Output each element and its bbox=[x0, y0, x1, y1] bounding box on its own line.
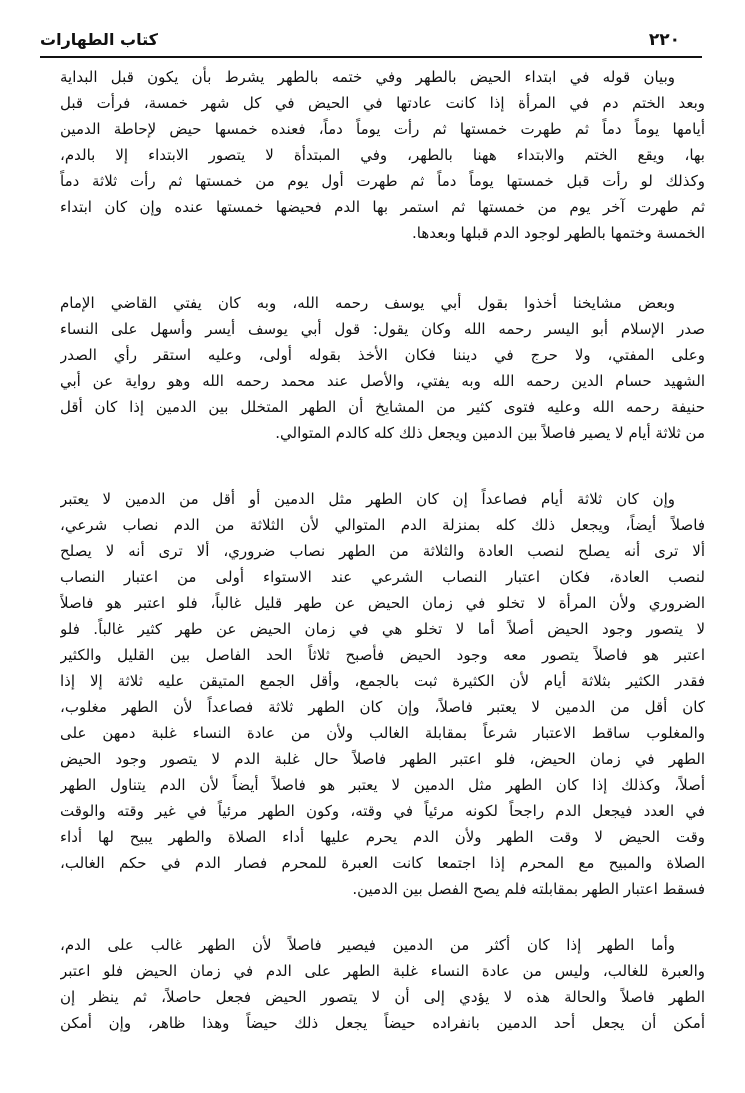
text-line: وبيان قوله في ابتداء الحيض بالطهر وفي ختمه بالطهر يشرط بأن يكون قبل البداية bbox=[60, 68, 675, 86]
text-line: فسقط اعتبار الطهر بمقابلته فلم يصح الفصل بين الدمين. bbox=[352, 880, 705, 898]
paragraph bbox=[60, 290, 705, 446]
text-line: حنيفة رحمه الله وعليه فتوى كثير من المشايخ أن الطهر المتخلل بين الدمين إذا كان أقل bbox=[60, 398, 705, 416]
text-line: وبعض مشايخنا أخذوا بقول أبي يوسف رحمه الله، وبه كان يفتي القاضي الإمام bbox=[60, 294, 675, 312]
text-line: الضروري ولأن المرأة لا تخلو في زمان الحيض عن طهر قليل غالباً، فلو اعتبر هو فاصلاً bbox=[60, 594, 705, 612]
text-line: والعبرة للغالب، وليس من عادة النساء غلبة الطهر على الدم في زمان الحيض فلو اعتبر bbox=[60, 962, 705, 980]
text-line: اعتبر هو فاصلاً يتصور معه وجود الحيض فأصبح ثلاثاً الحد الفاصل بين القليل والكثير bbox=[60, 646, 705, 664]
text-line: أيامها يوماً دماً ثم طهرت خمستها ثم رأت يوماً دماً، فعنده خمسها حيض لإحاطة الدمين bbox=[60, 120, 705, 138]
text-line: وعلى المفتي، ولا حرج في ديننا فكان الأخذ بقوله أولى، وعليه استقر رأي الصدر bbox=[60, 346, 705, 364]
text-line: وبعد الختم دم في المرأة إذا كانت عادتها في الحيض في كل شهر خمسة، فرأت قبل bbox=[60, 94, 705, 112]
text-line: بها، ويقع الختم والابتداء ههنا بالطهر، وفي المبتدأة لا يتصور الابتداء إلا بالدم، bbox=[60, 146, 705, 164]
text-line: كان أقل من الدمين لا يعتبر فاصلاً، وإن كان الطهر ثلاثة فصاعداً لأن الطهر مغلوب، bbox=[60, 698, 705, 716]
text-line: ألا ترى أنه يصلح لنصب العادة والثلاثة من الطهر نصاب ضروري، ألا ترى أنه لا يصلح bbox=[60, 542, 705, 560]
text-line: أصلاً، وكذلك إذا كان الطهر مثل الدمين لا يعتبر هو فاصلاً أيضاً لأن الدم يتناول الطهر bbox=[60, 776, 705, 794]
text-line: والمغلوب ساقط الاعتبار شرعاً بمقابلة الغالب ولأن من عادة النساء غلبة دمهن على bbox=[60, 724, 705, 742]
text-line: صدر الإسلام أبو اليسر رحمه الله وكان يقول: قول أبي يوسف أيسر وأسهل على النساء bbox=[60, 320, 705, 338]
text-line: من ثلاثة أيام لا يصير فاصلاً بين الدمين ويجعل ذلك كله كالدم المتوالي. bbox=[275, 424, 705, 442]
paragraph bbox=[60, 64, 705, 246]
text-line: الشهيد حسام الدين رحمه الله وبه يفتي، والأصل عند محمد رحمه الله وهو رواية عن أبي bbox=[60, 372, 705, 390]
text-line: الطهر فاصلاً والحالة هذه لا يؤدي إلى أن لا يتصور الحيض فجعل حاصلاً، ثم ينظر إن bbox=[60, 988, 705, 1006]
text-line: وكذلك لو رأت قبل خمستها يوماً دماً ثم طهرت أول يوم من خمستها ثم رأت ثلاثة دماً bbox=[60, 172, 705, 190]
text-line: وإن كان ثلاثة أيام فصاعداً إن كان الطهر مثل الدمين أو أقل من الدمين لا يعتبر bbox=[60, 490, 675, 508]
text-line: أمكن أن يجعل أحد الدمين بانفراده حيضاً يجعل ذلك حيضاً وهذا ظاهر، وإن أمكن bbox=[60, 1014, 705, 1032]
text-line: فقدر الكثير بثلاثة أيام لأن الكثيرة ثبت بالجمع، وأقل الجمع المتيقن عليه ثلاثة إلا إذا bbox=[60, 672, 705, 690]
text-line: لا يتصور وجود الحيض أصلاً أما لا تخلو هي في زمان الحيض عن طهر كثير غالباً. فلو bbox=[60, 620, 705, 638]
text-line: الخمسة وختمها بالطهر لوجود الدم قبلها وبعدها. bbox=[412, 224, 705, 242]
running-header bbox=[40, 30, 702, 54]
header-rule bbox=[40, 56, 702, 58]
text-line: ثم طهرت آخر يوم من خمستها ثم استمر بها الدم فحيضها خمستها عنده وإن كان ابتداء bbox=[60, 198, 705, 216]
text-line: لنصب العادة، فكان اعتبار النصاب الشرعي عند الاستواء أولى من اعتبار النصاب bbox=[60, 568, 705, 586]
text-line: وقت الحيض لا وقت الطهر ولأن الدم يحرم عليها أداء الصلاة والطهر يبيح لها أداء bbox=[60, 828, 705, 846]
book-title: كتاب الطهارات bbox=[40, 30, 158, 49]
page-number: ٢٢٠ bbox=[648, 30, 680, 50]
text-line: في العدد فيجعل الدم راجحاً لكونه مرئياً في وقته، وكون الطهر مرئياً في غير وقته والوقت bbox=[60, 802, 705, 820]
text-line: وأما الطهر إذا كان أكثر من الدمين فيصير فاصلاً لأن الطهر غالب على الدم، bbox=[60, 936, 675, 954]
text-line: الطهر في زمان الحيض، فلو اعتبر الطهر فاصلاً حال غلبة الدم لا يتصور وجود الحيض bbox=[60, 750, 705, 768]
text-line: فاصلاً أيضاً، ويجعل ذلك كله بمنزلة الدم المتوالي لأن الثلاثة من الدم نصاب شرعي، bbox=[60, 516, 705, 534]
paragraph bbox=[60, 486, 705, 902]
paragraph bbox=[60, 932, 705, 1036]
text-line: الصلاة والمبيح مع المحرم إذا اجتمعا كانت العبرة للمحرم فصار الدم في حكم الغالب، bbox=[60, 854, 705, 872]
